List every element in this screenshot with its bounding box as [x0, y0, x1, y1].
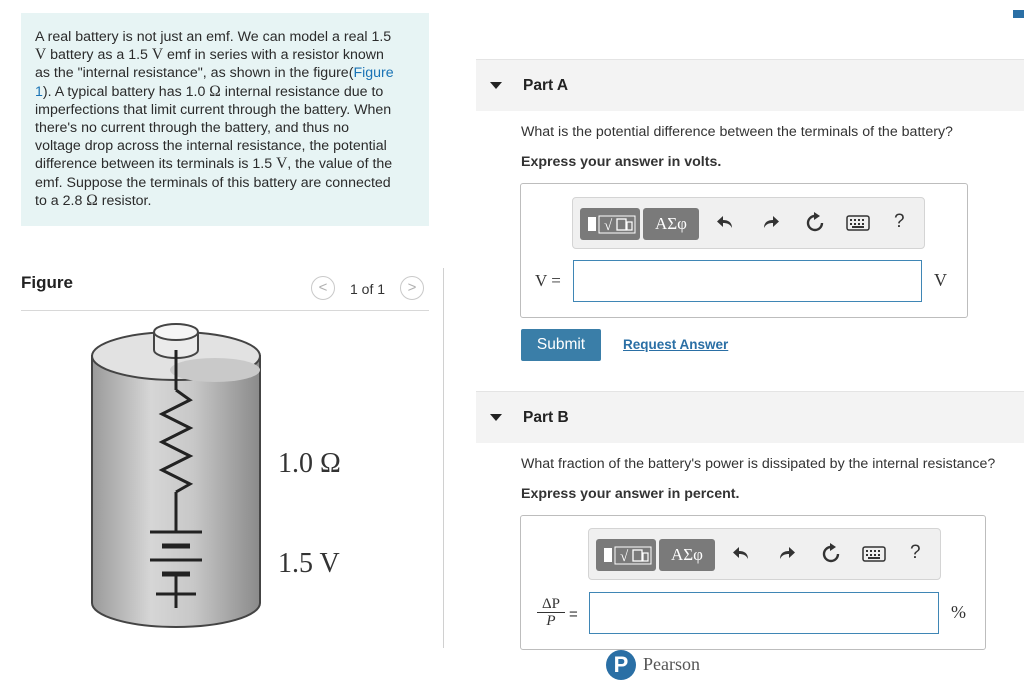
problem-text: A real battery is not just an emf. We can model a real 1.5	[35, 29, 392, 45]
part-a-instruction: Express your answer in volts.	[521, 154, 722, 170]
submit-button[interactable]: Submit	[521, 329, 601, 361]
problem-text: to a 2.8	[35, 192, 87, 209]
part-a-title: Part A	[523, 77, 569, 94]
problem-text: battery as a 1.5	[46, 47, 152, 64]
problem-text: Ω	[86, 191, 98, 209]
figure-next-button[interactable]: >	[400, 276, 424, 300]
problem-text: ). A typical battery has 1.0	[42, 83, 210, 100]
part-b-answer-box	[520, 515, 986, 650]
problem-text: , the value of the	[287, 156, 393, 173]
part-a-answer-box	[520, 183, 968, 318]
keyboard-icon[interactable]	[862, 546, 886, 562]
part-b-header[interactable]	[476, 391, 1024, 443]
figure-count: 1 of 1	[350, 281, 386, 297]
column-divider	[443, 268, 444, 648]
problem-text: resistor.	[97, 192, 152, 209]
math-toolbar	[572, 197, 925, 249]
problem-text: as the "internal resistance", as shown in the figure(	[35, 65, 354, 82]
problem-text: Ω	[209, 82, 221, 100]
variable-label: V =	[535, 271, 561, 290]
templates-button[interactable]	[580, 208, 640, 240]
svg-text:√: √	[620, 549, 629, 565]
help-button[interactable]: ?	[894, 211, 905, 232]
corner-indicator	[1013, 10, 1024, 18]
part-a-answer-input[interactable]	[573, 260, 922, 302]
problem-text: voltage drop across the internal resistance, the potential	[35, 138, 387, 155]
problem-text: V	[35, 46, 47, 64]
collapse-caret-icon[interactable]	[490, 82, 502, 89]
problem-text: emf. Suppose the terminals of this battery are connected	[35, 174, 391, 191]
templates-icon	[580, 208, 640, 240]
battery-figure	[80, 318, 280, 648]
equals-sign: =	[569, 606, 578, 623]
fraction-denominator: P	[546, 613, 556, 629]
emf-label: 1.5 V	[278, 548, 340, 579]
problem-text: V	[276, 155, 288, 173]
problem-text: imperfections that limit current through the battery. When	[35, 101, 392, 118]
templates-button[interactable]	[596, 539, 656, 571]
pearson-brand: Pearson	[643, 654, 700, 674]
undo-icon[interactable]	[732, 543, 752, 563]
part-b-answer-input[interactable]	[589, 592, 939, 634]
figure-link[interactable]: Figure	[353, 65, 394, 82]
problem-text: emf in series with a resistor known	[163, 47, 384, 64]
figure-divider	[21, 310, 429, 311]
terminal-cap	[154, 324, 198, 340]
problem-text: difference between its terminals is 1.5	[35, 156, 277, 173]
collapse-caret-icon[interactable]	[490, 414, 502, 421]
fraction-label	[537, 596, 565, 629]
part-a-header[interactable]	[476, 59, 1024, 111]
problem-statement	[21, 13, 429, 226]
figure-link[interactable]: 1	[35, 83, 43, 100]
greek-symbols-button[interactable]: ΑΣφ	[659, 539, 715, 571]
part-b-instruction: Express your answer in percent.	[521, 486, 740, 502]
keyboard-icon[interactable]	[846, 215, 870, 231]
part-b-question: What fraction of the battery's power is dissipated by the internal resistance?	[521, 456, 996, 472]
reset-icon[interactable]	[820, 543, 842, 565]
help-button[interactable]: ?	[910, 542, 921, 563]
math-toolbar	[588, 528, 941, 580]
undo-icon[interactable]	[716, 212, 736, 232]
resistance-label: 1.0 Ω	[278, 448, 341, 479]
templates-icon	[596, 539, 656, 571]
figure-title: Figure	[21, 273, 73, 292]
figure-prev-button[interactable]: <	[311, 276, 335, 300]
greek-symbols-button[interactable]: ΑΣφ	[643, 208, 699, 240]
problem-text: internal resistance due to	[220, 83, 384, 100]
reset-icon[interactable]	[804, 212, 826, 234]
unit-label: V	[934, 270, 947, 290]
problem-text: V	[151, 46, 164, 64]
part-b-title: Part B	[523, 409, 569, 426]
part-a-question: What is the potential difference between the terminals of the battery?	[521, 124, 953, 140]
battery-top-shine	[170, 358, 260, 382]
request-answer-link[interactable]: Request Answer	[623, 337, 729, 352]
problem-text: there's no current through the battery, and thus no	[35, 120, 349, 137]
pearson-logo-icon: P	[606, 650, 636, 680]
svg-text:√: √	[604, 218, 613, 234]
fraction-numerator: ΔP	[537, 596, 565, 613]
redo-icon[interactable]	[776, 543, 796, 563]
redo-icon[interactable]	[760, 212, 780, 232]
unit-label: %	[951, 602, 966, 622]
